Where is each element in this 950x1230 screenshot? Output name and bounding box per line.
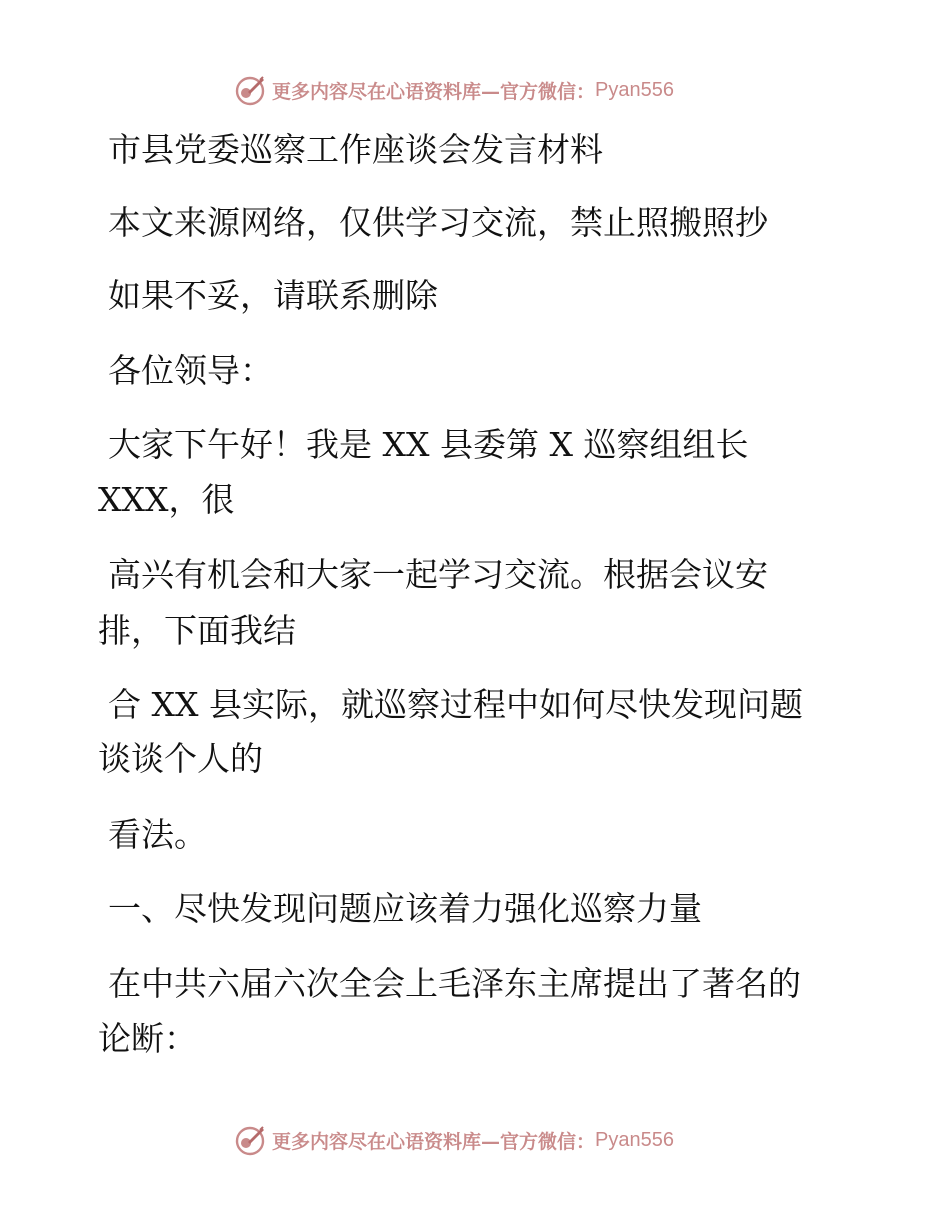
paragraph-line: 谈谈个人的 bbox=[98, 739, 263, 778]
watermark-wechat-id: Pyan556 bbox=[595, 78, 674, 101]
paragraph-line: 在中共六届六次全会上毛泽东主席提出了著名的 bbox=[108, 964, 801, 1003]
paragraph-line: 合 XX 县实际，就巡察过程中如何尽快发现问题 bbox=[108, 685, 803, 724]
paragraph-line: 论断： bbox=[98, 1019, 197, 1058]
paragraph-line: 排，下面我结 bbox=[98, 611, 296, 650]
paragraph-line: 大家下午好！我是 XX 县委第 X 巡察组组长 bbox=[108, 425, 749, 464]
watermark-wechat-id: Pyan556 bbox=[595, 1128, 674, 1151]
salutation: 各位领导： bbox=[108, 351, 273, 390]
document-title: 市县党委巡察工作座谈会发言材料 bbox=[108, 130, 603, 169]
quill-pen-logo-icon bbox=[234, 74, 266, 106]
section-heading: 一、尽快发现问题应该着力强化巡察力量 bbox=[108, 889, 702, 928]
quill-pen-logo-icon bbox=[234, 1124, 266, 1156]
removal-note: 如果不妥，请联系删除 bbox=[108, 276, 438, 315]
paragraph-line: 高兴有机会和大家一起学习交流。根据会议安 bbox=[108, 555, 768, 594]
header-watermark bbox=[234, 72, 674, 108]
watermark-text: 更多内容尽在心语资料库—官方微信： bbox=[272, 1130, 596, 1153]
source-note: 本文来源网络，仅供学习交流，禁止照搬照抄 bbox=[108, 203, 768, 242]
watermark-text: 更多内容尽在心语资料库—官方微信： bbox=[272, 80, 596, 103]
paragraph-line: XXX，很 bbox=[98, 480, 235, 519]
paragraph-line: 看法。 bbox=[108, 815, 207, 854]
footer-watermark bbox=[234, 1122, 674, 1158]
